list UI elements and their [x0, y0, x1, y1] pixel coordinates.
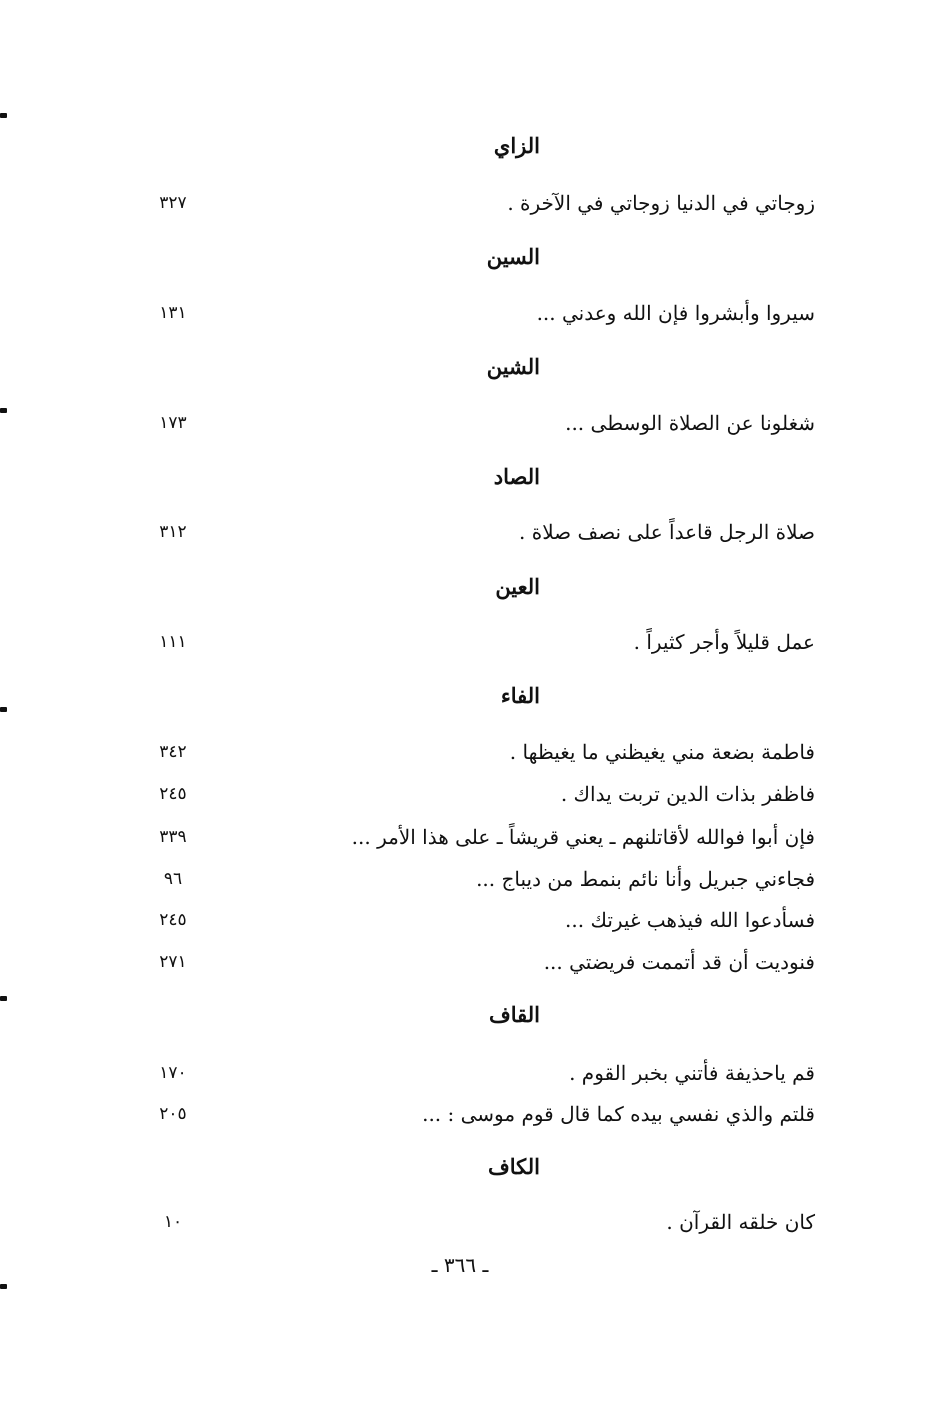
entry-text: شغلونا عن الصلاة الوسطى ...	[565, 411, 815, 435]
entry-page-number: ٢٠٥	[159, 1104, 187, 1124]
entry-text: فإن أبوا فوالله لأقاتلنهم ـ يعني قريشاً ـ على هذا الأمر ...	[351, 825, 815, 849]
section-heading-qaf: القاف	[488, 1002, 540, 1027]
entry-text: سيروا وأبشروا فإن الله وعدني ...	[536, 301, 815, 325]
entry-page-number: ٣٤٢	[159, 742, 187, 762]
index-entry	[150, 296, 815, 330]
entry-page-number: ٣٣٩	[159, 827, 187, 847]
entry-text: قم ياحذيفة فأتني بخبر القوم .	[569, 1061, 815, 1085]
scan-edge-mark	[0, 707, 7, 712]
entry-page-number: ٩٦	[163, 869, 183, 889]
entry-page-number: ١٧٣	[159, 413, 187, 433]
index-entry	[150, 515, 815, 549]
index-entry	[150, 903, 815, 937]
index-entry	[150, 625, 815, 659]
index-entry	[150, 820, 815, 854]
entry-text: صلاة الرجل قاعداً على نصف صلاة .	[519, 520, 815, 544]
index-entry	[150, 777, 815, 811]
entry-text: زوجاتي في الدنيا زوجاتي في الآخرة .	[507, 191, 815, 215]
entry-text: عمل قليلاً وأجر كثيراً .	[633, 630, 815, 654]
index-entry	[150, 735, 815, 769]
index-entry	[150, 945, 815, 979]
section-heading-zay: الزاي	[493, 133, 540, 158]
entry-text: فنوديت أن قد أتممت فريضتي ...	[543, 950, 815, 974]
scan-edge-mark	[0, 996, 7, 1001]
entry-text: فاظفر بذات الدين تربت يداك .	[560, 782, 815, 806]
scan-edge-mark	[0, 113, 7, 118]
section-heading-seen: السين	[486, 244, 540, 269]
entry-text: فاطمة بضعة مني يغيظني ما يغيظها .	[509, 740, 815, 764]
scan-edge-mark	[0, 1284, 7, 1289]
section-heading-ayn: العين	[495, 574, 540, 599]
index-entry	[150, 1097, 815, 1131]
page-number: ـ ٣٦٦ ـ	[431, 1253, 489, 1277]
index-entry	[150, 862, 815, 896]
index-entry	[150, 406, 815, 440]
section-heading-sheen: الشين	[486, 354, 540, 379]
section-heading-sad: الصاد	[493, 464, 540, 489]
entry-text: كان خلقه القرآن .	[666, 1210, 815, 1234]
entry-page-number: ٢٧١	[159, 952, 187, 972]
index-entry	[150, 1056, 815, 1090]
entry-text: قلتم والذي نفسي بيده كما قال قوم موسى : ...	[422, 1102, 815, 1126]
entry-page-number: ٣١٢	[159, 522, 187, 542]
index-entry	[150, 186, 815, 220]
entry-page-number: ١٣١	[159, 303, 187, 323]
entry-page-number: ٢٤٥	[159, 784, 187, 804]
entry-text: فسأدعوا الله فيذهب غيرتك ...	[565, 908, 815, 932]
section-heading-kaf: الكاف	[488, 1154, 540, 1179]
scan-edge-mark	[0, 408, 7, 413]
entry-page-number: ١١١	[159, 632, 187, 652]
index-entry	[150, 1205, 815, 1239]
entry-page-number: ٣٢٧	[159, 193, 187, 213]
section-heading-fa: الفاء	[500, 683, 540, 708]
entry-page-number: ١٠	[163, 1212, 183, 1232]
entry-page-number: ٢٤٥	[159, 910, 187, 930]
entry-page-number: ١٧٠	[159, 1063, 187, 1083]
entry-text: فجاءني جبريل وأنا نائم بنمط من ديباج ...	[476, 867, 815, 891]
